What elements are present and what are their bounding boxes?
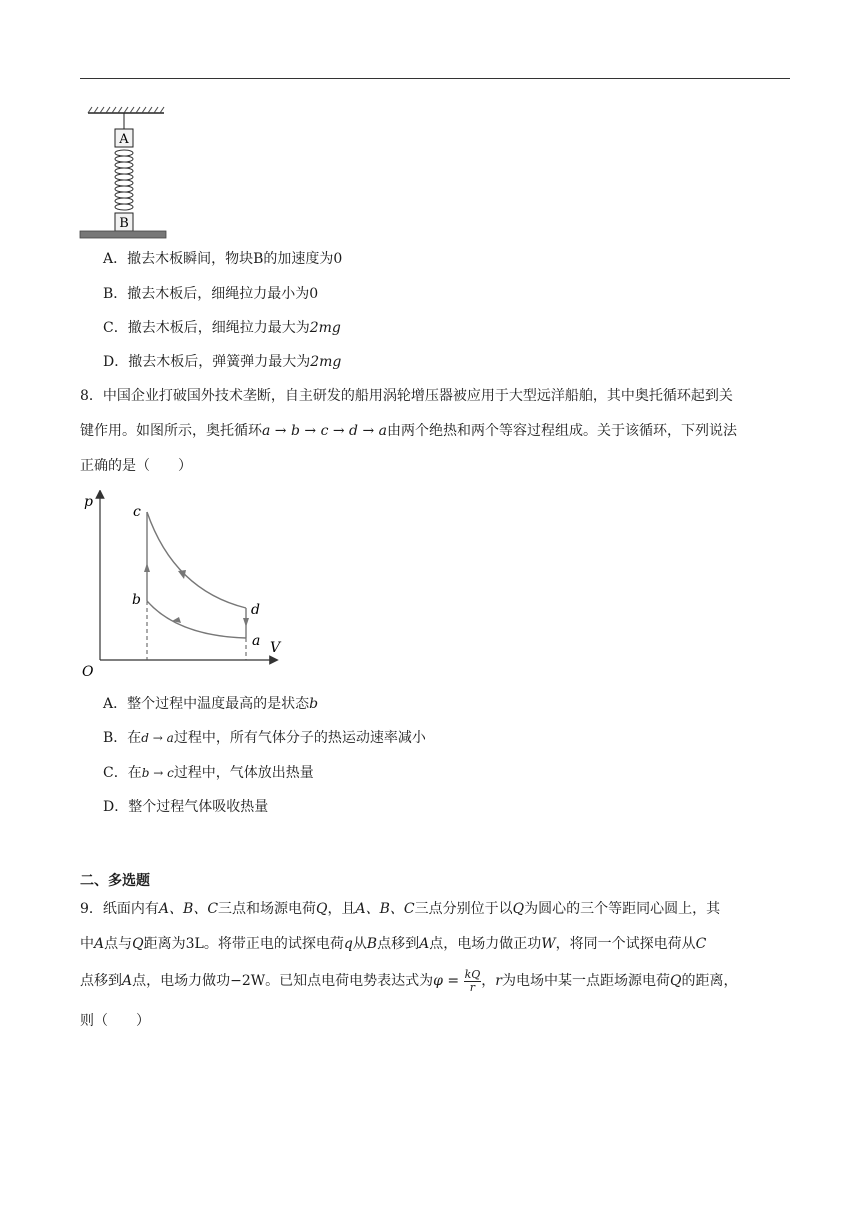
section-title: 二、多选题 — [80, 873, 150, 889]
spring-coil — [115, 150, 133, 210]
q7-option-a[interactable]: A．撤去木板瞬间，物块B的加速度为0 — [103, 251, 343, 267]
process-c-d — [147, 512, 246, 608]
origin-label: O — [82, 664, 94, 680]
q9-stem-line3: 点移到A点，电场力做功−2W。已知点电荷电势表达式为φ = $\frac{kQ}{r}$ ，r为电场中某一点距场源电荷Q的距离， — [80, 967, 738, 994]
block-b-label: B — [119, 216, 129, 231]
arrow-d-a — [243, 618, 249, 627]
state-c-label: c — [133, 504, 141, 520]
arrow-b-c — [144, 563, 150, 572]
spring-figure — [78, 105, 168, 245]
state-b-label: b — [132, 592, 141, 608]
q8-stem-line3: 正确的是（ ） — [80, 458, 192, 474]
q7-option-b[interactable]: B．撤去木板后，细绳拉力最小为0 — [103, 286, 319, 302]
state-a-label: a — [252, 633, 261, 649]
pv-diagram — [78, 490, 288, 680]
q9-stem-line1: 9．纸面内有A、B、C三点和场源电荷Q，且A、B、C三点分别位于以Q为圆心的三个等距同心圆上，其 — [80, 901, 721, 917]
state-d-label: d — [251, 602, 260, 618]
wooden-board — [80, 231, 166, 238]
q7-option-c[interactable]: C．撤去木板后，细绳拉力最大为2mg — [103, 320, 341, 336]
arrow-c-d — [178, 570, 186, 579]
q8-option-d[interactable]: D．整个过程气体吸收热量 — [103, 799, 269, 815]
q9-stem-line2: 中A点与Q距离为3L。将带正电的试探电荷q从B点移到A点，电场力做正功W，将同一个试探电荷从C — [80, 936, 707, 952]
q9-stem-line4: 则（ ） — [80, 1013, 150, 1029]
p-axis-label: p — [84, 494, 93, 510]
process-a-b — [147, 601, 246, 638]
q7-option-d[interactable]: D．撤去木板后，弹簧弹力最大为2mg — [103, 354, 342, 370]
v-axis-label: V — [270, 640, 281, 656]
header-rule — [80, 78, 790, 79]
q8-option-b[interactable]: B．在d → a过程中，所有气体分子的热运动速率减小 — [103, 730, 426, 746]
q8-option-a[interactable]: A．整个过程中温度最高的是状态b — [103, 696, 319, 712]
q8-option-c[interactable]: C．在b → c过程中，气体放出热量 — [103, 765, 314, 781]
potential-fraction: $\frac{kQ}{r}$ — [464, 967, 481, 994]
q8-stem-line1: 8．中国企业打破国外技术垄断，自主研发的船用涡轮增压器被应用于大型远洋船舶，其中奥托循环起到关 — [80, 388, 733, 404]
q8-stem-line2: 键作用。如图所示，奥托循环a → b → c → d → a由两个绝热和两个等容过程组成。关于该循环，下列说法 — [80, 423, 737, 439]
block-a-label: A — [119, 132, 129, 147]
